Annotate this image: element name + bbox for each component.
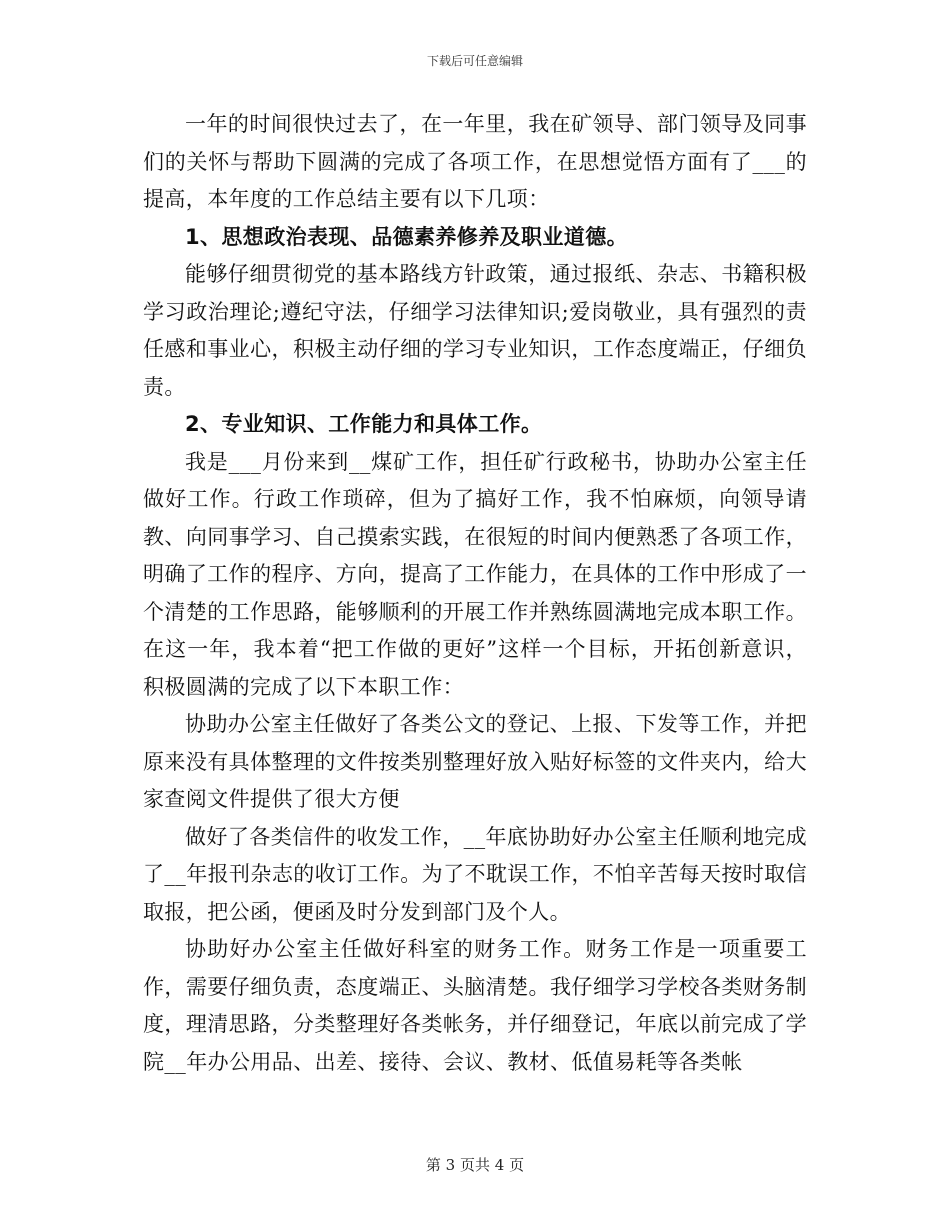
paragraph-political: 能够仔细贯彻党的基本路线方针政策，通过报纸、杂志、书籍积极学习政治理论;遵纪守法，仔细学习法律知识;爱岗敬业，具有强烈的责任感和事业心，积极主动仔细的学习专业知识，工作态度端正，仔细负责。 [143, 262, 807, 399]
section-heading-1: 1、思想政治表现、品德素养修养及职业道德。 [185, 224, 629, 249]
paragraph-intro: 一年的时间很快过去了，在一年里，我在矿领导、部门领导及同事们的关怀与帮助下圆满的完成了各项工作，在思想觉悟方面有了___的提高，本年度的工作总结主要有以下几项： [143, 112, 807, 211]
paragraph-work-overview: 我是___月份来到__煤矿工作，担任矿行政秘书，协助办公室主任做好工作。行政工作琐碎，但为了搞好工作，我不怕麻烦，向领导请教、向同事学习、自己摸索实践，在很短的时间内便熟悉了各项工作，明确了工作的程序、方向，提高了工作能力，在具体的工作中形成了一个清楚的工作思路，能够顺利的开展工作并熟练圆满地完成本职工作。在这一年，我本着“把工作做的更好”这样一个目标，开拓创新意识，积极圆满的完成了以下本职工作： [143, 449, 807, 699]
page-header: 下载后可任意编辑 [426, 54, 523, 68]
page-footer: 第 3 页共 4 页 [425, 1156, 525, 1174]
paragraph-documents: 协助办公室主任做好了各类公文的登记、上报、下发等工作，并把原来没有具体整理的文件按类别整理好放入贴好标签的文件夹内，给大家查阅文件提供了很大方便 [143, 712, 807, 811]
section-heading-2: 2、专业知识、工作能力和具体工作。 [185, 412, 543, 436]
document-body [143, 106, 807, 1081]
paragraph-mail: 做好了各类信件的收发工作，__年底协助好办公室主任顺利地完成了__年报刊杂志的收订工作。为了不耽误工作，不怕辛苦每天按时取信取报，把公函，便函及时分发到部门及个人。 [143, 824, 807, 924]
paragraph-finance: 协助好办公室主任做好科室的财务工作。财务工作是一项重要工作，需要仔细负责，态度端正、头脑清楚。我仔细学习学校各类财务制度，理清思路，分类整理好各类帐务，并仔细登记，年底以前完成了学院__年办公用品、出差、接待、会议、教材、低值易耗等各类帐 [143, 937, 807, 1074]
